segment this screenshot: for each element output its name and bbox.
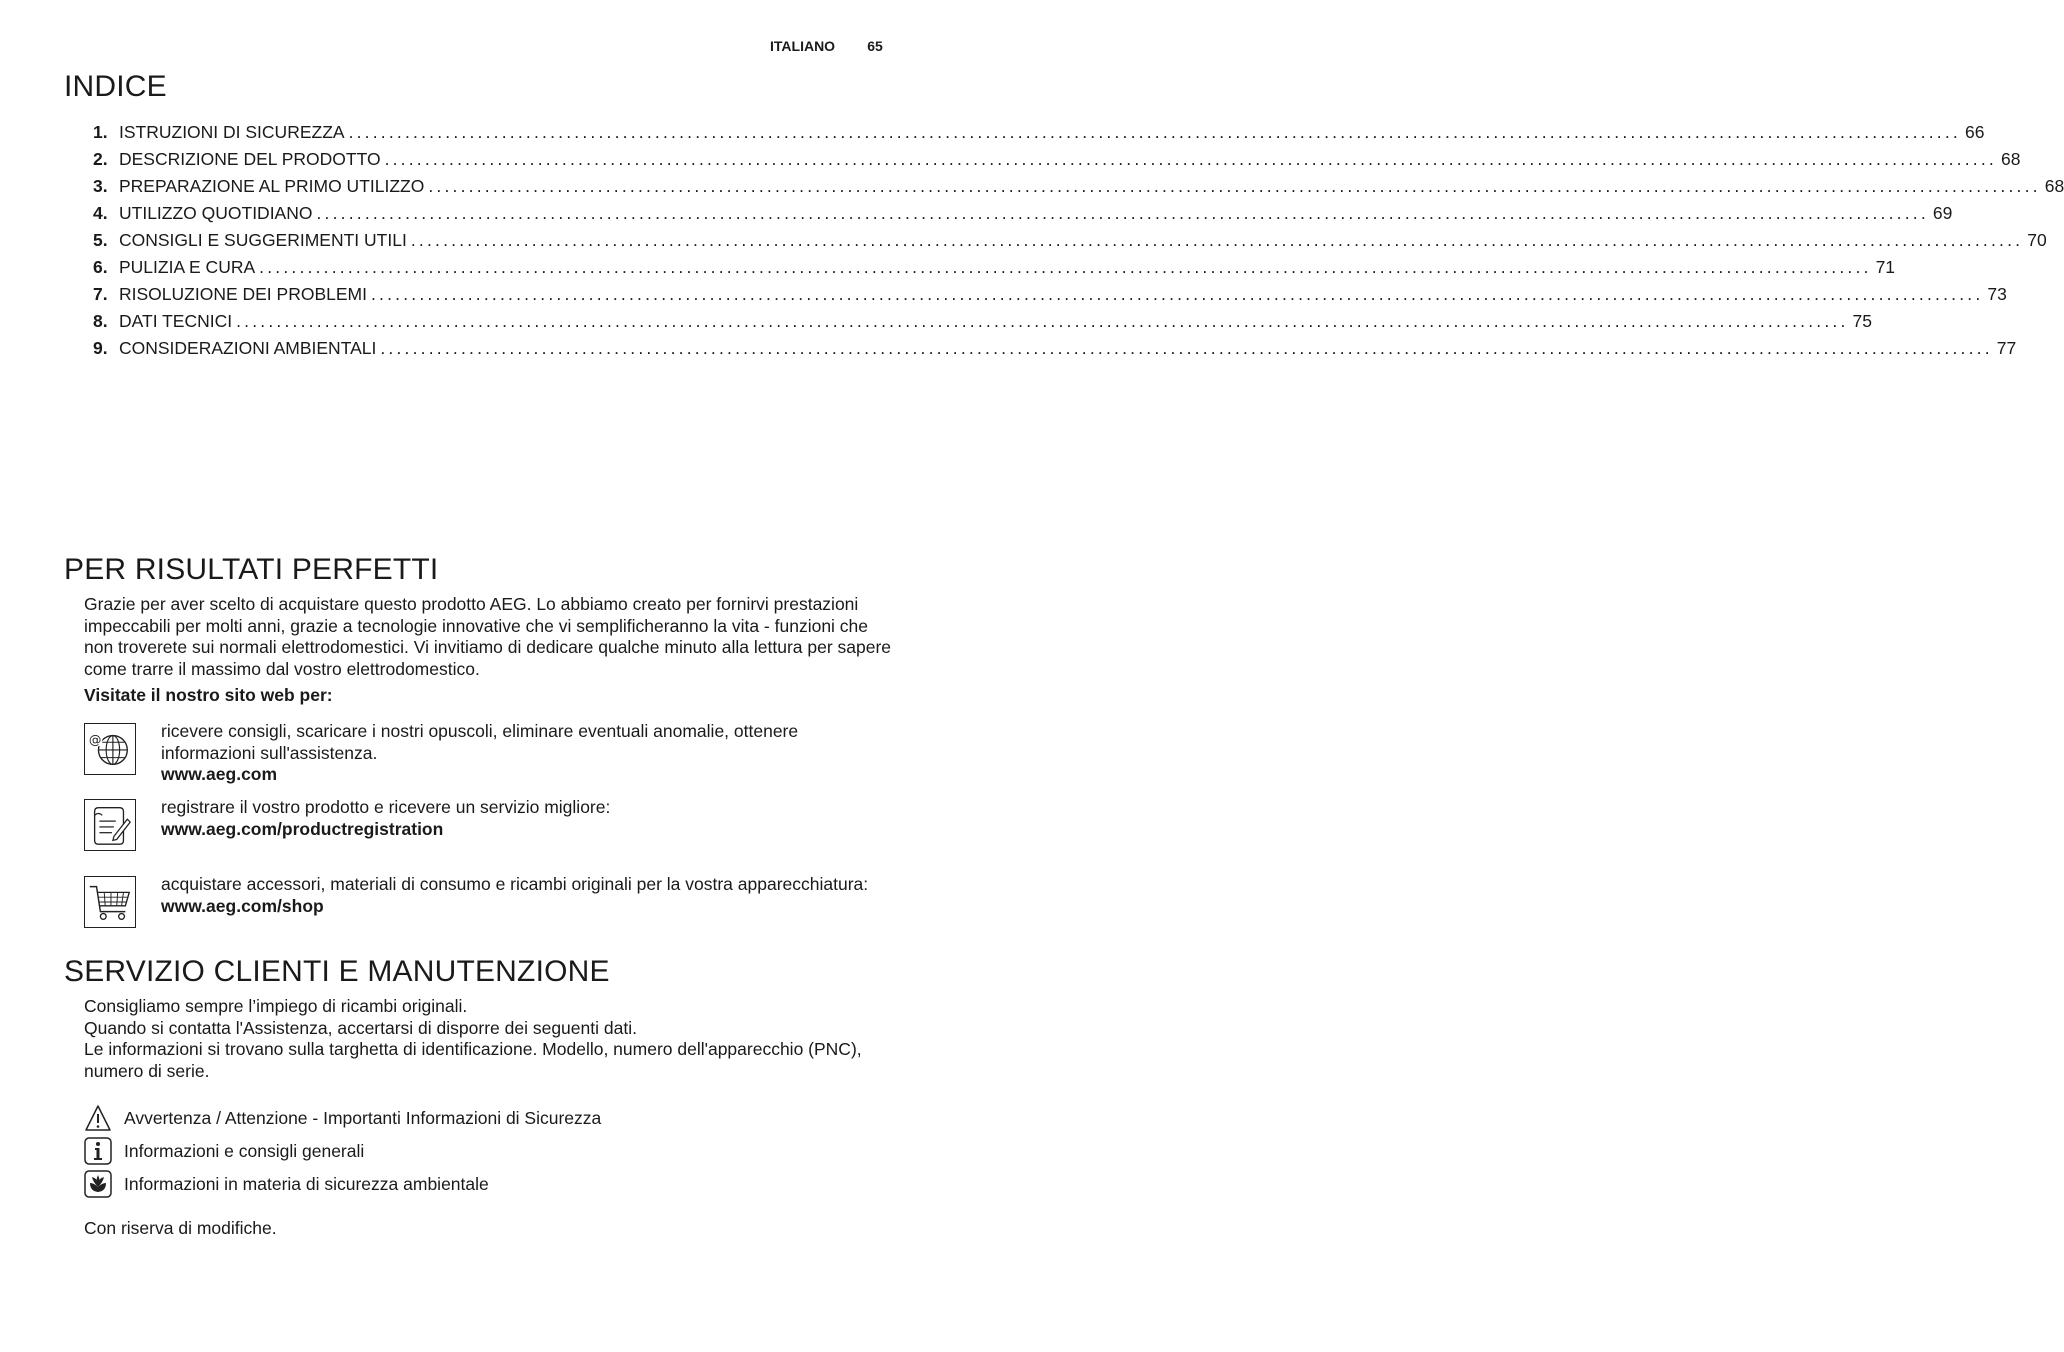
legend-text: Informazioni e consigli generali bbox=[124, 1141, 365, 1161]
toc-leader-dots: ........................................................................................................................................................................................................ bbox=[316, 203, 1929, 223]
info-icon bbox=[84, 1137, 112, 1165]
toc-entry-page: 66 bbox=[1964, 122, 1985, 142]
toc-entry-page: 70 bbox=[2027, 230, 2047, 250]
toc-entry[interactable] bbox=[93, 311, 1872, 338]
toc-leader-dots: ........................................................................................................................................................................................................ bbox=[410, 230, 2024, 250]
toc-entry-number: 9. bbox=[93, 338, 108, 358]
toc-entry-page: 73 bbox=[1987, 284, 2007, 304]
toc-leader-dots: ........................................................................................................................................................................................................ bbox=[380, 338, 1993, 358]
toc-entry-page: 69 bbox=[1932, 203, 1953, 223]
service-line: Le informazioni si trovano sulla targhetta di identificazione. Modello, numero dell'apparecchio (PNC), numero di serie. bbox=[84, 1039, 862, 1081]
svg-text:@: @ bbox=[88, 732, 102, 748]
toc-leader-dots: ........................................................................................................................................................................................................ bbox=[384, 149, 1997, 169]
toc-entry-title: DESCRIZIONE DEL PRODOTTO bbox=[119, 149, 381, 169]
toc-entry-title: PREPARAZIONE AL PRIMO UTILIZZO bbox=[119, 176, 425, 196]
toc-leader-dots: ........................................................................................................................................................................................................ bbox=[259, 257, 1872, 277]
website-link[interactable]: www.aeg.com/shop bbox=[161, 895, 324, 916]
toc-entry-page: 71 bbox=[1875, 257, 1896, 277]
toc-entry-page: 68 bbox=[2000, 149, 2021, 169]
toc-leader-dots: ........................................................................................................................................................................................................ bbox=[348, 122, 1961, 142]
index-title: INDICE bbox=[64, 70, 167, 103]
language-label: ITALIANO bbox=[770, 38, 836, 54]
toc-entry-number: 6. bbox=[93, 257, 108, 277]
shopping-cart-icon bbox=[84, 876, 136, 928]
website-item-text: ricevere consigli, scaricare i nostri opuscoli, eliminare eventuali anomalie, ottenere informazioni sull'assistenza. bbox=[161, 721, 799, 763]
service-line: Consigliamo sempre l’impiego di ricambi originali. bbox=[84, 996, 468, 1016]
toc-entry-number: 5. bbox=[93, 230, 108, 250]
globe-at-icon bbox=[84, 723, 136, 775]
toc-entry-title: ISTRUZIONI DI SICUREZZA bbox=[119, 122, 345, 142]
toc-entry-page: 77 bbox=[1996, 338, 2017, 358]
toc-entry-number: 7. bbox=[93, 284, 108, 304]
toc-leader-dots: ........................................................................................................................................................................................................ bbox=[428, 176, 2041, 196]
toc-leader-dots: ........................................................................................................................................................................................................ bbox=[370, 284, 1984, 304]
website-link[interactable]: www.aeg.com bbox=[161, 764, 278, 784]
toc-entry-title: CONSIGLI E SUGGERIMENTI UTILI bbox=[119, 230, 407, 250]
website-item-text: acquistare accessori, materiali di consumo e ricambi originali per la vostra apparecchiatura: bbox=[161, 874, 869, 894]
toc-entry-number: 4. bbox=[93, 203, 108, 223]
toc-entry[interactable] bbox=[93, 149, 2021, 176]
toc-entry-number: 2. bbox=[93, 149, 108, 169]
toc-entry[interactable] bbox=[93, 284, 2007, 311]
toc-entry[interactable] bbox=[93, 338, 2017, 365]
toc-entry-title: CONSIDERAZIONI AMBIENTALI bbox=[119, 338, 377, 358]
toc-entry-page: 75 bbox=[1852, 311, 1872, 331]
environment-leaf-icon bbox=[84, 1170, 112, 1198]
table-of-contents bbox=[93, 122, 2064, 365]
results-title: PER RISULTATI PERFETTI bbox=[64, 553, 439, 586]
page-number: 65 bbox=[867, 38, 883, 54]
footer-note: Con riserva di modifiche. bbox=[84, 1218, 277, 1238]
service-paragraph bbox=[84, 996, 894, 1082]
website-link[interactable]: www.aeg.com/productregistration bbox=[161, 818, 444, 839]
toc-entry[interactable] bbox=[93, 230, 2047, 257]
warning-triangle-icon bbox=[84, 1104, 112, 1132]
toc-entry-number: 8. bbox=[93, 311, 108, 331]
service-title: SERVIZIO CLIENTI E MANUTENZIONE bbox=[64, 955, 610, 988]
registration-form-icon bbox=[84, 799, 136, 851]
toc-entry-title: RISOLUZIONE DEI PROBLEMI bbox=[119, 284, 367, 304]
visit-label: Visitate il nostro sito web per: bbox=[84, 685, 333, 705]
legend-text: Informazioni in materia di sicurezza ambientale bbox=[124, 1174, 489, 1194]
toc-entry-title: UTILIZZO QUOTIDIANO bbox=[119, 203, 313, 223]
toc-entry-title: PULIZIA E CURA bbox=[119, 257, 256, 277]
intro-paragraph: Grazie per aver scelto di acquistare questo prodotto AEG. Lo abbiamo creato per fornirvi prestazioni impeccabili per molti anni, grazie a tecnologie innovative che vi semplificheranno la vita - funzioni che non troverete sui normali elettrodomestici. Vi invitiamo di dedicare qualche minuto alla lettura per sapere come trarre il massimo dal vostro elettrodomestico. bbox=[84, 594, 892, 679]
toc-entry[interactable] bbox=[93, 176, 2064, 203]
toc-entry[interactable] bbox=[93, 257, 1896, 284]
service-line: Quando si contatta l'Assistenza, accertarsi di disporre dei seguenti dati. bbox=[84, 1017, 637, 1038]
legend-text: Avvertenza / Attenzione - Importanti Informazioni di Sicurezza bbox=[124, 1108, 602, 1128]
toc-entry-number: 1. bbox=[93, 122, 108, 142]
toc-entry-title: DATI TECNICI bbox=[119, 311, 233, 331]
page-header bbox=[770, 38, 883, 55]
toc-leader-dots: ........................................................................................................................................................................................................ bbox=[236, 311, 1849, 331]
toc-entry-page: 68 bbox=[2044, 176, 2064, 196]
toc-entry[interactable] bbox=[93, 122, 1985, 149]
website-item-text: registrare il vostro prodotto e ricevere un servizio migliore: bbox=[161, 797, 611, 817]
toc-entry[interactable] bbox=[93, 203, 1953, 230]
toc-entry-number: 3. bbox=[93, 176, 108, 196]
